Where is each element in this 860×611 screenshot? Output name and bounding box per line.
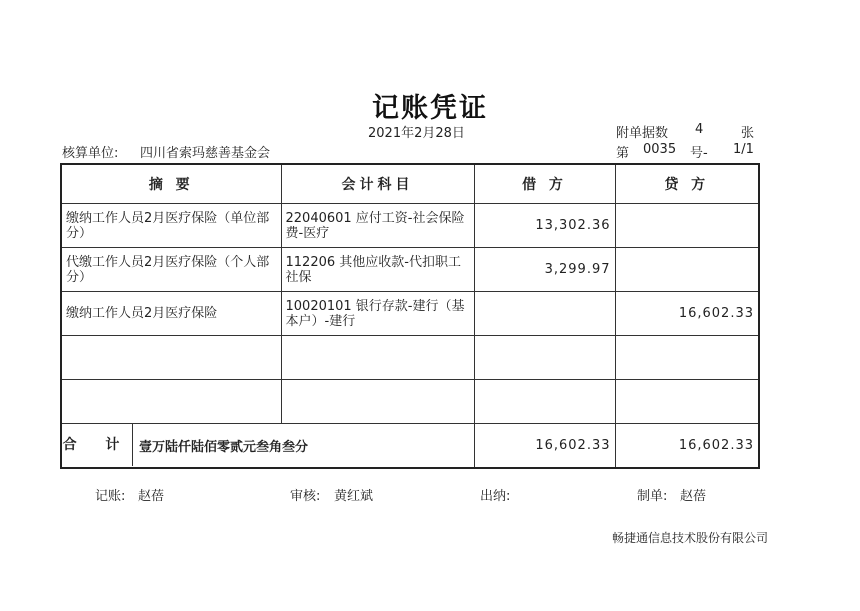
row-debit: 13,302.36 [474, 204, 615, 248]
preparer-name: 赵蓓 [680, 489, 707, 504]
attachment-label: 附单据数 [616, 126, 669, 141]
cashier-label: 出纳: [480, 489, 511, 504]
row-credit [615, 336, 759, 380]
auditor-label: 审核: [290, 489, 321, 504]
total-row [61, 424, 759, 468]
preparer-label: 制单: [637, 489, 668, 504]
row-debit [474, 336, 615, 380]
row-summary [61, 380, 281, 424]
row-credit [615, 248, 759, 292]
accounting-unit-name: 四川省索玛慈善基金会 [140, 146, 271, 161]
header-debit: 借 方 [474, 164, 615, 204]
software-company: 畅捷通信息技术股份有限公司 [612, 531, 769, 545]
table-row [61, 380, 759, 424]
table-header-row [61, 164, 759, 204]
voucher-title: 记账凭证 [372, 93, 488, 124]
voucher-no-suffix: 号- [690, 146, 708, 161]
header-summary: 摘 要 [61, 164, 281, 204]
table-row [61, 248, 759, 292]
row-credit [615, 204, 759, 248]
table-row [61, 292, 759, 336]
row-debit [474, 292, 615, 336]
row-summary: 代缴工作人员2月医疗保险（个人部分） [61, 248, 281, 292]
voucher-no-number: 0035 [643, 142, 677, 157]
header-account: 会计科目 [281, 164, 474, 204]
total-debit: 16,602.33 [474, 424, 615, 468]
row-account [281, 336, 474, 380]
bookkeeper-name: 赵蓓 [138, 489, 165, 504]
row-account [281, 380, 474, 424]
voucher-no-prefix: 第 [616, 146, 630, 161]
auditor-name: 黄红斌 [334, 489, 374, 504]
row-credit: 16,602.33 [615, 292, 759, 336]
voucher-date: 2021年2月28日 [368, 126, 465, 141]
row-account: 22040601 应付工资-社会保险费-医疗 [281, 204, 474, 248]
row-credit [615, 380, 759, 424]
row-summary: 缴纳工作人员2月医疗保险 [61, 292, 281, 336]
row-summary: 缴纳工作人员2月医疗保险（单位部分） [61, 204, 281, 248]
header-credit: 贷 方 [615, 164, 759, 204]
attachment-unit: 张 [741, 126, 755, 141]
total-cell [61, 424, 474, 468]
voucher-page: 1/1 [733, 142, 754, 157]
total-label: 合 计 [62, 424, 133, 466]
row-account: 10020101 银行存款-建行（基本户）-建行 [281, 292, 474, 336]
attachment-count: 4 [695, 122, 704, 137]
table-row [61, 204, 759, 248]
row-debit [474, 380, 615, 424]
accounting-unit-label: 核算单位: [62, 146, 119, 161]
bookkeeper-label: 记账: [95, 489, 126, 504]
total-credit: 16,602.33 [615, 424, 759, 468]
row-summary [61, 336, 281, 380]
total-amount-text: 壹万陆仟陆佰零贰元叁角叁分 [139, 439, 309, 455]
voucher-table [60, 163, 760, 469]
row-account: 112206 其他应收款-代扣职工社保 [281, 248, 474, 292]
row-debit: 3,299.97 [474, 248, 615, 292]
table-row [61, 336, 759, 380]
